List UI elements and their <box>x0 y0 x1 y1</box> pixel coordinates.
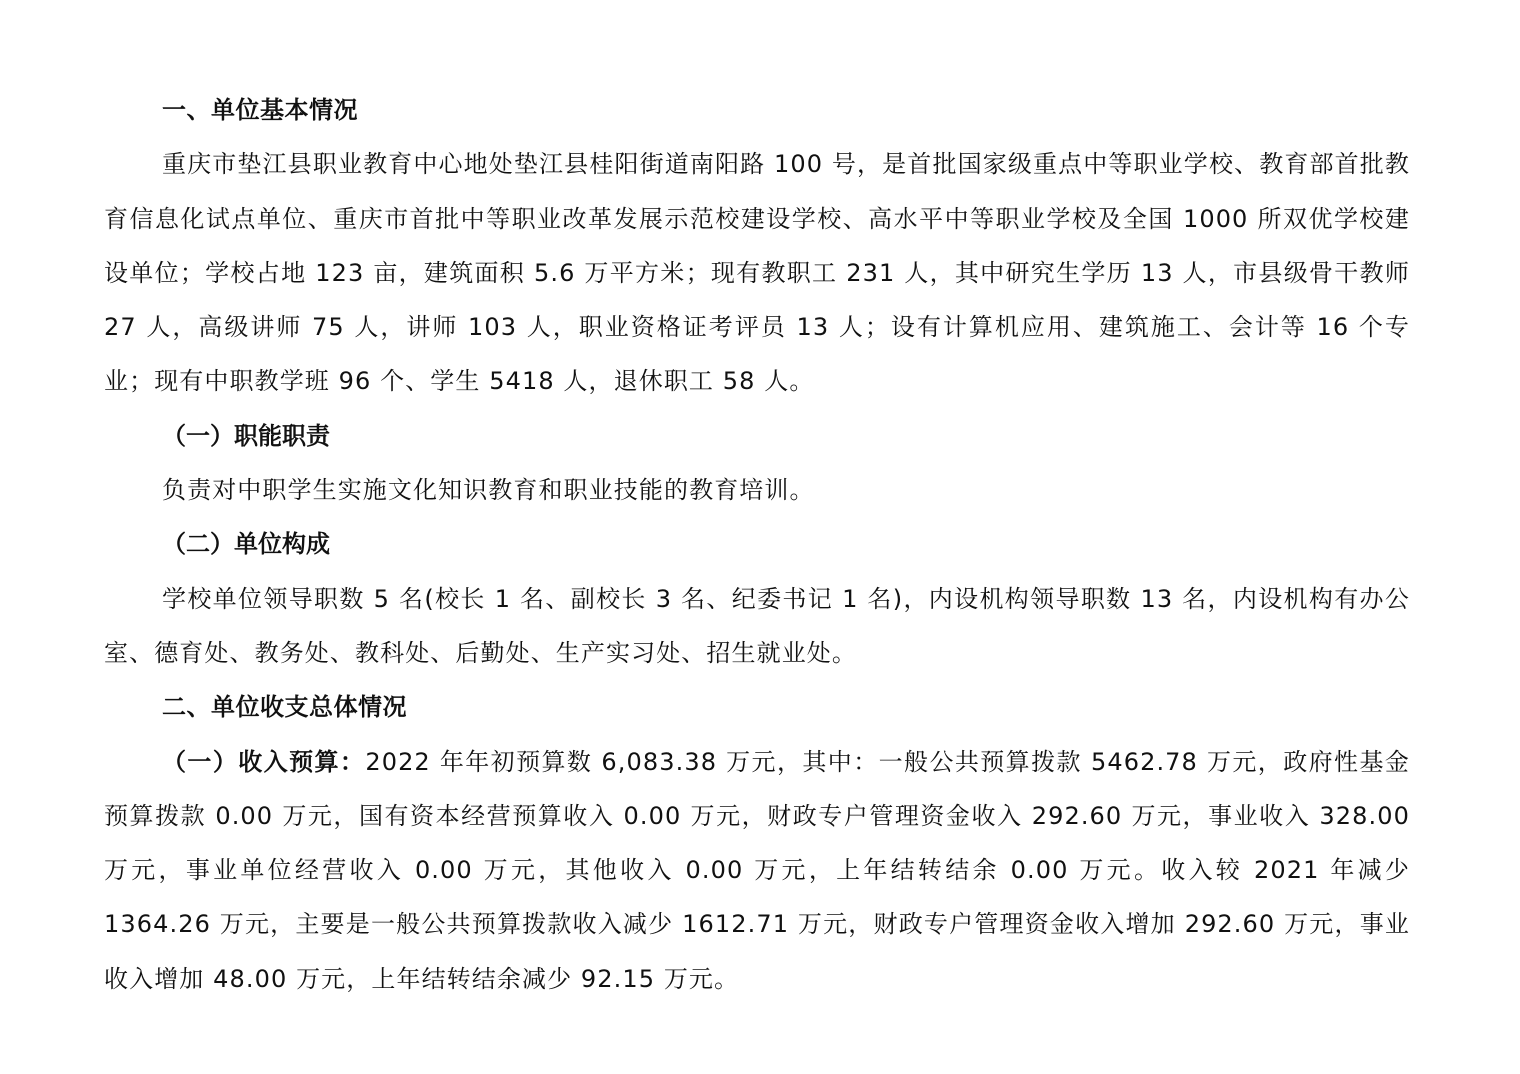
document-page <box>104 83 1410 1006</box>
income-paragraph <box>104 735 1410 1006</box>
income-label: （一）收入预算： <box>162 746 366 776</box>
subheading-structure: （二）单位构成 <box>162 529 330 559</box>
functions-paragraph: 负责对中职学生实施文化知识教育和职业技能的教育培训。 <box>162 476 815 505</box>
structure-paragraph: 学校单位领导职数 5 名(校长 1 名、副校长 3 名、纪委书记 1 名)，内设机构领导职数 13 名，内设机构有办公室、德育处、教务处、教科处、后勤处、生产实习处、招生就业处。 <box>104 584 1410 667</box>
section-heading-basic-info: 一、单位基本情况 <box>162 96 358 124</box>
subheading-functions: （一）职能职责 <box>162 420 330 450</box>
income-text: 2022 年年初预算数 6,083.38 万元，其中：一般公共预算拨款 5462.78 万元，政府性基金预算拨款 0.00 万元，国有资本经营预算收入 0.00 万元，财政专户管理资金收入 292.60 万元，事业收入 328.00 万元，事业单位经营收入 0.00 万元，其他收入 0.00 万元，上年结转结余 0.00 万元。收入较 2021 年减少 1364.26 万元，主要是一般公共预算拨款收入减少 1612.71 万元，财政专户管理资金收入增加 292.60 万元，事业收入增加 48.00 万元，上年结转结余减少 92.15 万元。 <box>104 747 1410 993</box>
intro-paragraph: 重庆市垫江县职业教育中心地处垫江县桂阳街道南阳路 100 号，是首批国家级重点中等职业学校、教育部首批教育信息化试点单位、重庆市首批中等职业改革发展示范校建设学校、高水平中等职业学校及全国 1000 所双优学校建设单位；学校占地 123 亩，建筑面积 5.6 万平方米；现有教职工 231 人，其中研究生学历 13 人，市县级骨干教师 27 人，高级讲师 75 人，讲师 103 人，职业资格证考评员 13 人；设有计算机应用、建筑施工、会计等 16 个专业；现有中职教学班 96 个、学生 5418 人，退休职工 58 人。 <box>104 150 1410 396</box>
section-heading-budget-overview: 二、单位收支总体情况 <box>162 693 407 722</box>
